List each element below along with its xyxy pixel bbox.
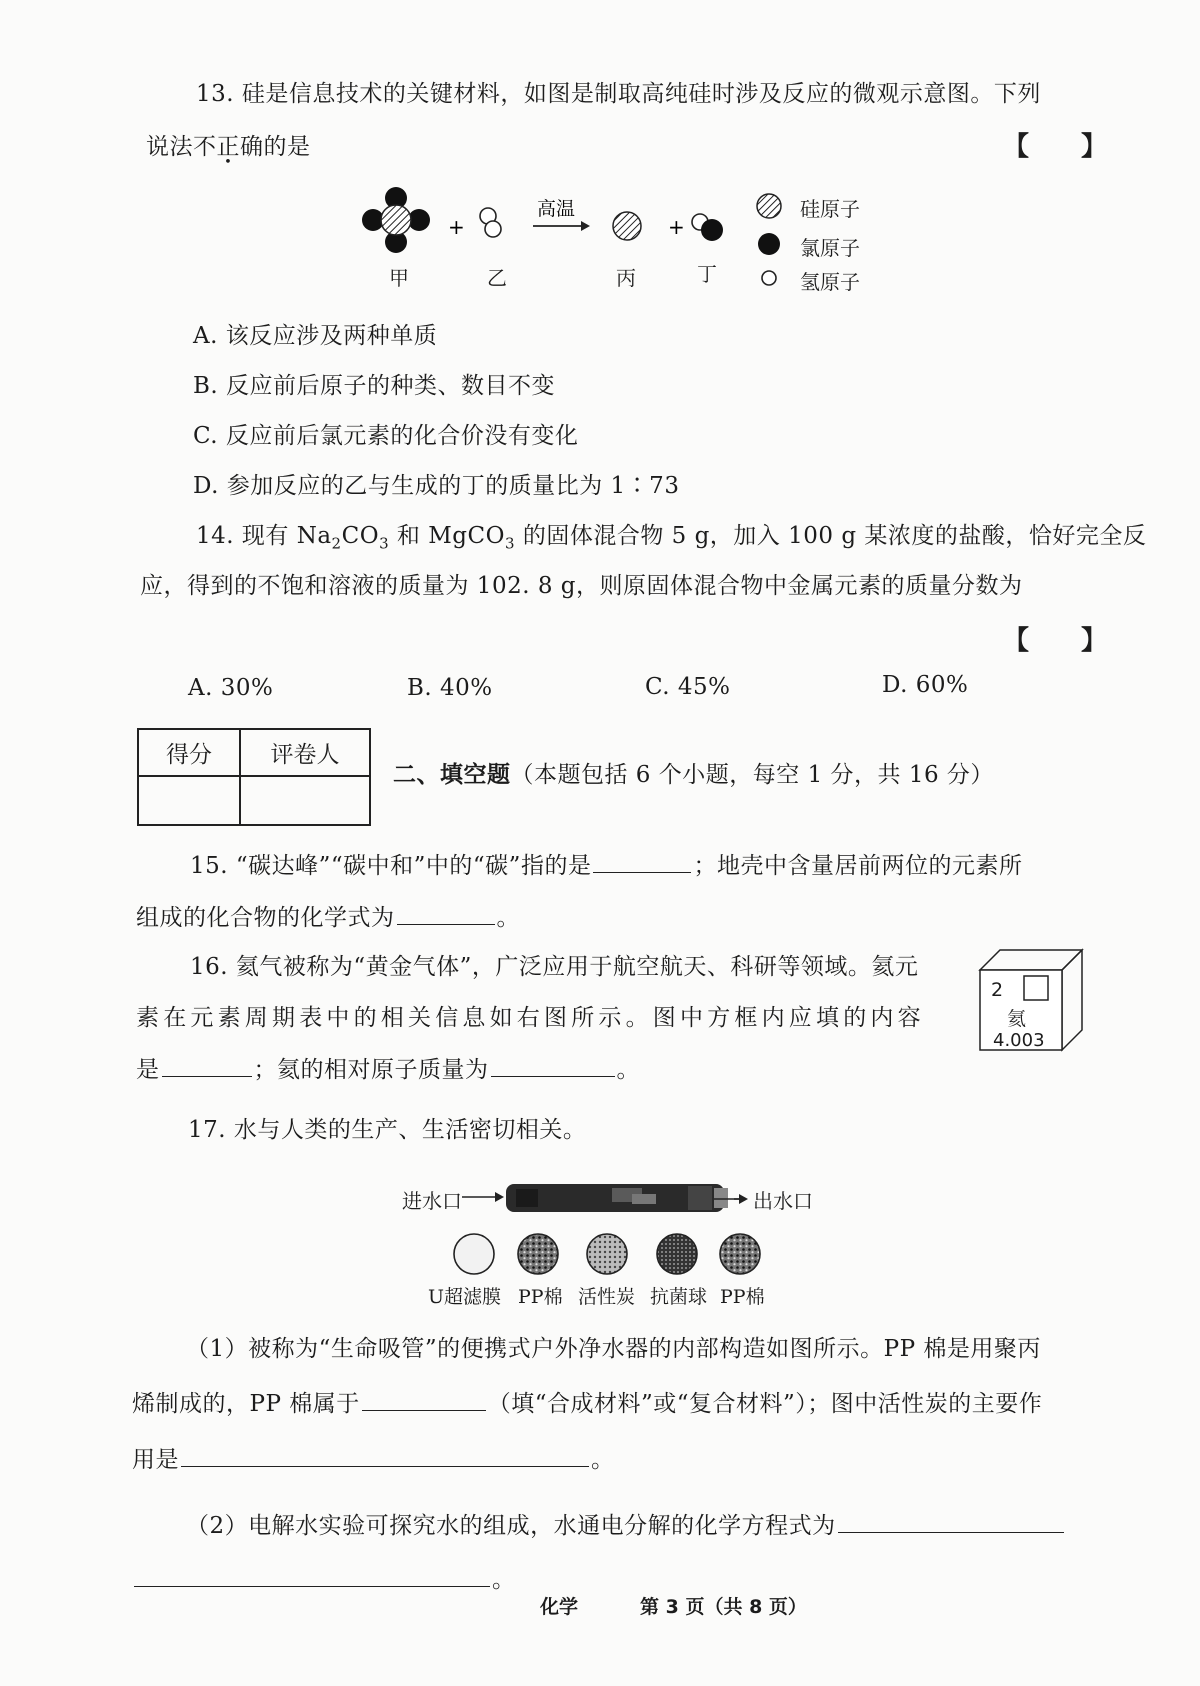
q14-line2: 应，得到的不饱和溶液的质量为 102. 8 g，则原固体混合物中金属元素的质量分数为 [140,573,1023,599]
q16-blank-1[interactable] [162,1054,252,1077]
section2-title [393,760,994,790]
q13-answer-bracket: 【 】 [1003,132,1108,162]
filter-label-membrane: U超滤膜 [428,1286,502,1308]
q17-text-d: 。 [591,1447,615,1473]
q14-sub-2: 2 [331,534,342,553]
q17-p1-line3 [132,1444,615,1475]
q13-emphasis: 不正确 [193,134,264,160]
q14-text-b: CO [341,523,380,549]
molecule-jia [362,187,430,253]
q17-blank-carbon-use[interactable] [181,1444,589,1467]
q17-p2-line1 [186,1510,1066,1541]
q17-blank-material[interactable] [362,1388,486,1411]
filter-membrane-circle [454,1234,494,1274]
q13-line2-suffix: 的是 [263,134,311,160]
molecule-yi [480,208,501,237]
reaction-arrow-head [581,221,590,231]
q16-line2: 素在元素周期表中的相关信息如右图所示。图中方框内应填的内容 [136,1005,925,1031]
q16-text-a: 是 [136,1057,160,1083]
legend-hydrogen: 氢原子 [800,270,860,294]
element-name: 氦 [1007,1008,1027,1030]
q13-line1: 13. 硅是信息技术的关键材料，如图是制取高纯硅时涉及反应的微观示意图。下列 [196,81,1041,107]
outlet-arrow [714,1190,750,1210]
filter-pp-circle-1 [518,1234,558,1274]
q14-option-c: C. 45% [645,674,731,700]
q17-p2-line2 [132,1564,516,1595]
q17-p1-line1: （1）被称为“生命吸管”的便携式户外净水器的内部构造如图所示。PP 棉是用聚丙 [186,1336,1041,1362]
legend-silicon-symbol [757,194,781,218]
q13-line2-prefix: 说法 [146,134,193,160]
filter-layers [448,1230,768,1280]
outlet-label: 出水口 [753,1189,813,1213]
q15-line2 [136,902,520,933]
molecule-ding [692,214,723,241]
q15-line1 [190,850,1022,881]
q17-text-e: （2）电解水实验可探究水的组成，水通电分解的化学方程式为 [186,1513,836,1539]
q15-blank-2[interactable] [397,902,495,925]
q14-text-c: 和 MgCO [389,523,505,549]
q15-text-c: 组成的化合物的化学式为 [136,905,395,931]
reaction-condition: 高温 [537,198,576,220]
q14-option-b: B. 40% [407,675,493,701]
q16-blank-2[interactable] [491,1054,615,1077]
label-yi: 乙 [487,266,507,290]
section2-title-rest: （本题包括 6 个小题，每空 1 分，共 16 分） [510,762,994,788]
element-mass: 4.003 [993,1030,1045,1051]
score-table [137,728,371,826]
reaction-diagram [350,180,870,300]
element-number: 2 [991,979,1004,1001]
grader-header: 评卷人 [241,730,369,777]
footer-subject: 化学 [540,1596,579,1618]
q16-line3 [136,1054,640,1085]
q14-answer-bracket: 【 】 [1003,626,1108,656]
q17-blank-equation-1[interactable] [838,1510,1064,1533]
q14-text-a: 14. 现有 Na [196,523,332,549]
filter-label-carbon: 活性炭 [578,1286,636,1308]
legend-hydrogen-symbol [762,271,776,285]
q15-text-b: ；地壳中含量居前两位的元素所 [693,853,1023,879]
label-jia: 甲 [389,266,409,290]
q17-text-c: 用是 [132,1447,179,1473]
filter-label-antibacterial: 抗菌球 [650,1286,708,1308]
grader-cell[interactable] [241,777,369,824]
footer-page: 第 3 页（共 8 页） [640,1596,807,1618]
plus-sign-1: + [448,215,465,239]
plus-sign-2: + [668,215,685,239]
q13-option-a: A. 该反应涉及两种单质 [193,323,438,349]
score-header: 得分 [139,730,241,777]
q17-text-a: 烯制成的，PP 棉属于 [132,1391,360,1417]
q13-line2 [146,132,311,162]
q16-line1: 16. 氦气被称为“黄金气体”，广泛应用于航空航天、科研等领域。氦元 [190,954,919,980]
inlet-label: 进水口 [402,1189,462,1213]
filter-antibacterial-circle [657,1234,697,1274]
q13-option-c: C. 反应前后氯元素的化合价没有变化 [193,423,579,449]
label-bing: 丙 [616,266,636,290]
legend-chlorine-symbol [758,233,780,255]
filter-straw-diagram [462,1180,752,1220]
q14-option-a: A. 30% [188,675,274,701]
section2-title-bold: 二、填空题 [393,761,511,788]
q15-blank-1[interactable] [593,850,691,873]
q13-option-b: B. 反应前后原子的种类、数目不变 [193,373,556,399]
q17-blank-equation-2[interactable] [134,1564,490,1587]
q16-text-b: ；氦的相对原子质量为 [253,1057,489,1083]
atom-bing [613,212,641,240]
q15-text-a: 15. “碳达峰”“碳中和”中的“碳”指的是 [190,853,592,879]
legend-silicon: 硅原子 [800,197,860,221]
q17-intro: 17. 水与人类的生产、生活密切相关。 [188,1117,587,1143]
q17-p1-line2 [132,1388,1042,1419]
legend-chlorine: 氯原子 [800,236,860,260]
q17-text-b: （填“合成材料”或“复合材料”）；图中活性炭的主要作 [487,1391,1043,1417]
q14-sub-3b: 3 [504,534,516,553]
q14-sub-3a: 3 [379,534,390,553]
filter-label-pp-1: PP棉 [518,1286,563,1308]
score-cell[interactable] [139,777,241,824]
label-ding: 丁 [697,262,717,286]
q15-text-d: 。 [496,905,520,931]
q14-line1 [196,521,1146,551]
q13-option-d: D. 参加反应的乙与生成的丁的质量比为 1∶73 [193,473,680,499]
filter-label-pp-2: PP棉 [720,1286,765,1308]
q14-text-d: 的固体混合物 5 g，加入 100 g 某浓度的盐酸，恰好完全反 [515,523,1147,549]
filter-pp-circle-2 [720,1234,760,1274]
q14-option-d: D. 60% [882,672,969,698]
q16-text-c: 。 [616,1057,640,1083]
filter-carbon-circle [587,1234,627,1274]
q17-text-f: 。 [492,1567,516,1593]
